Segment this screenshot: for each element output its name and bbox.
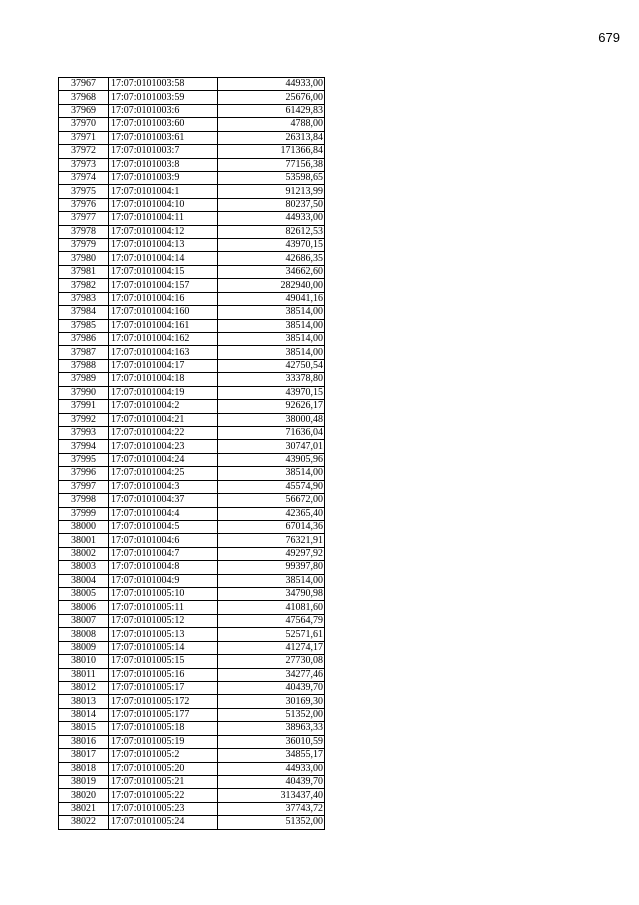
cadastral-number-cell: 17:07:0101005:17 bbox=[109, 681, 218, 694]
cadastral-number-cell: 17:07:0101004:5 bbox=[109, 520, 218, 533]
table-row bbox=[59, 265, 325, 278]
cadastral-number-cell: 17:07:0101004:25 bbox=[109, 467, 218, 480]
cadastral-number-cell: 17:07:0101005:18 bbox=[109, 722, 218, 735]
row-number-cell: 37976 bbox=[59, 198, 109, 211]
value-cell: 49297,92 bbox=[218, 547, 325, 560]
value-cell: 76321,91 bbox=[218, 534, 325, 547]
row-number-cell: 38013 bbox=[59, 695, 109, 708]
cadastral-number-cell: 17:07:0101004:13 bbox=[109, 239, 218, 252]
table-row bbox=[59, 749, 325, 762]
value-cell: 82612,53 bbox=[218, 225, 325, 238]
cadastral-number-cell: 17:07:0101005:10 bbox=[109, 588, 218, 601]
row-number-cell: 38007 bbox=[59, 614, 109, 627]
table-row bbox=[59, 91, 325, 104]
table-row bbox=[59, 252, 325, 265]
row-number-cell: 38022 bbox=[59, 816, 109, 829]
cadastral-number-cell: 17:07:0101003:8 bbox=[109, 158, 218, 171]
table-row bbox=[59, 104, 325, 117]
cadastral-number-cell: 17:07:0101005:23 bbox=[109, 802, 218, 815]
value-cell: 38963,33 bbox=[218, 722, 325, 735]
table-row bbox=[59, 78, 325, 91]
value-cell: 26313,84 bbox=[218, 131, 325, 144]
value-cell: 67014,36 bbox=[218, 520, 325, 533]
value-cell: 61429,83 bbox=[218, 104, 325, 117]
cadastral-number-cell: 17:07:0101004:157 bbox=[109, 279, 218, 292]
cadastral-number-cell: 17:07:0101004:17 bbox=[109, 359, 218, 372]
value-cell: 80237,50 bbox=[218, 198, 325, 211]
value-cell: 71636,04 bbox=[218, 426, 325, 439]
value-cell: 30169,30 bbox=[218, 695, 325, 708]
value-cell: 34790,98 bbox=[218, 588, 325, 601]
table-row bbox=[59, 118, 325, 131]
cadastral-number-cell: 17:07:0101003:58 bbox=[109, 78, 218, 91]
row-number-cell: 38012 bbox=[59, 681, 109, 694]
value-cell: 44933,00 bbox=[218, 762, 325, 775]
cadastral-number-cell: 17:07:0101004:18 bbox=[109, 373, 218, 386]
value-cell: 33378,80 bbox=[218, 373, 325, 386]
row-number-cell: 38006 bbox=[59, 601, 109, 614]
cadastral-number-cell: 17:07:0101005:19 bbox=[109, 735, 218, 748]
row-number-cell: 37970 bbox=[59, 118, 109, 131]
value-cell: 30747,01 bbox=[218, 440, 325, 453]
row-number-cell: 38018 bbox=[59, 762, 109, 775]
row-number-cell: 37988 bbox=[59, 359, 109, 372]
table-row bbox=[59, 185, 325, 198]
cadastral-number-cell: 17:07:0101003:59 bbox=[109, 91, 218, 104]
row-number-cell: 38008 bbox=[59, 628, 109, 641]
row-number-cell: 37994 bbox=[59, 440, 109, 453]
table-row bbox=[59, 816, 325, 829]
cadastral-number-cell: 17:07:0101004:11 bbox=[109, 212, 218, 225]
cadastral-number-cell: 17:07:0101005:21 bbox=[109, 775, 218, 788]
row-number-cell: 37990 bbox=[59, 386, 109, 399]
value-cell: 41274,17 bbox=[218, 641, 325, 654]
cadastral-number-cell: 17:07:0101005:11 bbox=[109, 601, 218, 614]
row-number-cell: 38004 bbox=[59, 574, 109, 587]
table-row bbox=[59, 762, 325, 775]
value-cell: 34277,46 bbox=[218, 668, 325, 681]
row-number-cell: 38005 bbox=[59, 588, 109, 601]
value-cell: 47564,79 bbox=[218, 614, 325, 627]
cadastral-value-table bbox=[58, 77, 325, 830]
table-row bbox=[59, 346, 325, 359]
table-row bbox=[59, 802, 325, 815]
value-cell: 4788,00 bbox=[218, 118, 325, 131]
value-cell: 38514,00 bbox=[218, 319, 325, 332]
table-row bbox=[59, 386, 325, 399]
table-row bbox=[59, 775, 325, 788]
cadastral-number-cell: 17:07:0101004:1 bbox=[109, 185, 218, 198]
row-number-cell: 38016 bbox=[59, 735, 109, 748]
value-cell: 34855,17 bbox=[218, 749, 325, 762]
row-number-cell: 38015 bbox=[59, 722, 109, 735]
cadastral-number-cell: 17:07:0101004:19 bbox=[109, 386, 218, 399]
cadastral-number-cell: 17:07:0101005:20 bbox=[109, 762, 218, 775]
row-number-cell: 37975 bbox=[59, 185, 109, 198]
row-number-cell: 37999 bbox=[59, 507, 109, 520]
cadastral-number-cell: 17:07:0101003:9 bbox=[109, 171, 218, 184]
cadastral-number-cell: 17:07:0101004:3 bbox=[109, 480, 218, 493]
table-row bbox=[59, 319, 325, 332]
table-row bbox=[59, 722, 325, 735]
table-row bbox=[59, 359, 325, 372]
value-cell: 42686,35 bbox=[218, 252, 325, 265]
table-row bbox=[59, 534, 325, 547]
value-cell: 51352,00 bbox=[218, 708, 325, 721]
cadastral-number-cell: 17:07:0101004:163 bbox=[109, 346, 218, 359]
table-row bbox=[59, 279, 325, 292]
cadastral-number-cell: 17:07:0101005:15 bbox=[109, 655, 218, 668]
value-cell: 49041,16 bbox=[218, 292, 325, 305]
value-cell: 45574,90 bbox=[218, 480, 325, 493]
cadastral-number-cell: 17:07:0101004:12 bbox=[109, 225, 218, 238]
row-number-cell: 37983 bbox=[59, 292, 109, 305]
table-row bbox=[59, 131, 325, 144]
cadastral-number-cell: 17:07:0101004:8 bbox=[109, 561, 218, 574]
value-cell: 42365,40 bbox=[218, 507, 325, 520]
cadastral-number-cell: 17:07:0101005:14 bbox=[109, 641, 218, 654]
table-row bbox=[59, 225, 325, 238]
table-row bbox=[59, 641, 325, 654]
row-number-cell: 37985 bbox=[59, 319, 109, 332]
value-cell: 92626,17 bbox=[218, 400, 325, 413]
row-number-cell: 37972 bbox=[59, 145, 109, 158]
cadastral-number-cell: 17:07:0101004:161 bbox=[109, 319, 218, 332]
row-number-cell: 37974 bbox=[59, 171, 109, 184]
page-number: 679 bbox=[598, 30, 620, 45]
row-number-cell: 37968 bbox=[59, 91, 109, 104]
value-cell: 43905,96 bbox=[218, 453, 325, 466]
value-cell: 37743,72 bbox=[218, 802, 325, 815]
cadastral-number-cell: 17:07:0101005:177 bbox=[109, 708, 218, 721]
row-number-cell: 37979 bbox=[59, 239, 109, 252]
row-number-cell: 37986 bbox=[59, 333, 109, 346]
table-row bbox=[59, 614, 325, 627]
value-cell: 34662,60 bbox=[218, 265, 325, 278]
value-cell: 44933,00 bbox=[218, 212, 325, 225]
table-row bbox=[59, 588, 325, 601]
table-row bbox=[59, 789, 325, 802]
value-cell: 36010,59 bbox=[218, 735, 325, 748]
table-row bbox=[59, 547, 325, 560]
value-cell: 43970,15 bbox=[218, 386, 325, 399]
value-cell: 171366,84 bbox=[218, 145, 325, 158]
cadastral-number-cell: 17:07:0101004:24 bbox=[109, 453, 218, 466]
table-row bbox=[59, 440, 325, 453]
cadastral-number-cell: 17:07:0101004:10 bbox=[109, 198, 218, 211]
cadastral-number-cell: 17:07:0101004:2 bbox=[109, 400, 218, 413]
table-row bbox=[59, 681, 325, 694]
value-cell: 282940,00 bbox=[218, 279, 325, 292]
value-cell: 38514,00 bbox=[218, 333, 325, 346]
table-row bbox=[59, 520, 325, 533]
row-number-cell: 37977 bbox=[59, 212, 109, 225]
value-cell: 40439,70 bbox=[218, 681, 325, 694]
row-number-cell: 38020 bbox=[59, 789, 109, 802]
row-number-cell: 37967 bbox=[59, 78, 109, 91]
value-cell: 38514,00 bbox=[218, 574, 325, 587]
value-cell: 27730,08 bbox=[218, 655, 325, 668]
table-row bbox=[59, 453, 325, 466]
row-number-cell: 37998 bbox=[59, 494, 109, 507]
cadastral-number-cell: 17:07:0101004:21 bbox=[109, 413, 218, 426]
row-number-cell: 37987 bbox=[59, 346, 109, 359]
cadastral-number-cell: 17:07:0101003:6 bbox=[109, 104, 218, 117]
row-number-cell: 37973 bbox=[59, 158, 109, 171]
table-row bbox=[59, 158, 325, 171]
cadastral-number-cell: 17:07:0101004:6 bbox=[109, 534, 218, 547]
table-row bbox=[59, 171, 325, 184]
cadastral-number-cell: 17:07:0101004:16 bbox=[109, 292, 218, 305]
row-number-cell: 38010 bbox=[59, 655, 109, 668]
row-number-cell: 38014 bbox=[59, 708, 109, 721]
value-cell: 25676,00 bbox=[218, 91, 325, 104]
value-cell: 38000,48 bbox=[218, 413, 325, 426]
value-cell: 53598,65 bbox=[218, 171, 325, 184]
row-number-cell: 38002 bbox=[59, 547, 109, 560]
value-cell: 43970,15 bbox=[218, 239, 325, 252]
value-cell: 52571,61 bbox=[218, 628, 325, 641]
row-number-cell: 38003 bbox=[59, 561, 109, 574]
value-cell: 56672,00 bbox=[218, 494, 325, 507]
table-row bbox=[59, 494, 325, 507]
table-row bbox=[59, 373, 325, 386]
row-number-cell: 37995 bbox=[59, 453, 109, 466]
cadastral-number-cell: 17:07:0101005:2 bbox=[109, 749, 218, 762]
row-number-cell: 37991 bbox=[59, 400, 109, 413]
cadastral-number-cell: 17:07:0101004:160 bbox=[109, 306, 218, 319]
row-number-cell: 38021 bbox=[59, 802, 109, 815]
row-number-cell: 37993 bbox=[59, 426, 109, 439]
cadastral-number-cell: 17:07:0101004:15 bbox=[109, 265, 218, 278]
row-number-cell: 37978 bbox=[59, 225, 109, 238]
cadastral-number-cell: 17:07:0101004:4 bbox=[109, 507, 218, 520]
value-cell: 38514,00 bbox=[218, 346, 325, 359]
table-row bbox=[59, 668, 325, 681]
table-row bbox=[59, 198, 325, 211]
value-cell: 51352,00 bbox=[218, 816, 325, 829]
table-row bbox=[59, 480, 325, 493]
cadastral-number-cell: 17:07:0101005:13 bbox=[109, 628, 218, 641]
value-cell: 44933,00 bbox=[218, 78, 325, 91]
cadastral-number-cell: 17:07:0101005:12 bbox=[109, 614, 218, 627]
row-number-cell: 38011 bbox=[59, 668, 109, 681]
table-body bbox=[59, 78, 325, 830]
row-number-cell: 37989 bbox=[59, 373, 109, 386]
cadastral-number-cell: 17:07:0101005:24 bbox=[109, 816, 218, 829]
row-number-cell: 38001 bbox=[59, 534, 109, 547]
row-number-cell: 37992 bbox=[59, 413, 109, 426]
cadastral-number-cell: 17:07:0101003:61 bbox=[109, 131, 218, 144]
table-row bbox=[59, 561, 325, 574]
table-row bbox=[59, 292, 325, 305]
table-row bbox=[59, 467, 325, 480]
row-number-cell: 38017 bbox=[59, 749, 109, 762]
table-row bbox=[59, 601, 325, 614]
table-row bbox=[59, 413, 325, 426]
row-number-cell: 37984 bbox=[59, 306, 109, 319]
cadastral-number-cell: 17:07:0101004:23 bbox=[109, 440, 218, 453]
row-number-cell: 37997 bbox=[59, 480, 109, 493]
cadastral-number-cell: 17:07:0101004:162 bbox=[109, 333, 218, 346]
row-number-cell: 37981 bbox=[59, 265, 109, 278]
row-number-cell: 37971 bbox=[59, 131, 109, 144]
table-row bbox=[59, 145, 325, 158]
value-cell: 40439,70 bbox=[218, 775, 325, 788]
value-cell: 99397,80 bbox=[218, 561, 325, 574]
table-row bbox=[59, 574, 325, 587]
table-row bbox=[59, 333, 325, 346]
table-row bbox=[59, 212, 325, 225]
value-cell: 41081,60 bbox=[218, 601, 325, 614]
row-number-cell: 37982 bbox=[59, 279, 109, 292]
cadastral-number-cell: 17:07:0101004:14 bbox=[109, 252, 218, 265]
value-cell: 38514,00 bbox=[218, 306, 325, 319]
table-row bbox=[59, 628, 325, 641]
value-cell: 313437,40 bbox=[218, 789, 325, 802]
cadastral-number-cell: 17:07:0101004:37 bbox=[109, 494, 218, 507]
table-row bbox=[59, 708, 325, 721]
row-number-cell: 37996 bbox=[59, 467, 109, 480]
table-row bbox=[59, 695, 325, 708]
table-row bbox=[59, 507, 325, 520]
table-row bbox=[59, 400, 325, 413]
cadastral-number-cell: 17:07:0101005:16 bbox=[109, 668, 218, 681]
cadastral-number-cell: 17:07:0101005:172 bbox=[109, 695, 218, 708]
cadastral-number-cell: 17:07:0101004:22 bbox=[109, 426, 218, 439]
table-row bbox=[59, 239, 325, 252]
table-row bbox=[59, 655, 325, 668]
cadastral-number-cell: 17:07:0101004:9 bbox=[109, 574, 218, 587]
row-number-cell: 38009 bbox=[59, 641, 109, 654]
cadastral-number-cell: 17:07:0101004:7 bbox=[109, 547, 218, 560]
row-number-cell: 37980 bbox=[59, 252, 109, 265]
row-number-cell: 38019 bbox=[59, 775, 109, 788]
cadastral-number-cell: 17:07:0101003:7 bbox=[109, 145, 218, 158]
value-cell: 91213,99 bbox=[218, 185, 325, 198]
cadastral-number-cell: 17:07:0101003:60 bbox=[109, 118, 218, 131]
value-cell: 38514,00 bbox=[218, 467, 325, 480]
row-number-cell: 38000 bbox=[59, 520, 109, 533]
table-row bbox=[59, 426, 325, 439]
row-number-cell: 37969 bbox=[59, 104, 109, 117]
value-cell: 42750,54 bbox=[218, 359, 325, 372]
table-row bbox=[59, 735, 325, 748]
cadastral-number-cell: 17:07:0101005:22 bbox=[109, 789, 218, 802]
table-row bbox=[59, 306, 325, 319]
value-cell: 77156,38 bbox=[218, 158, 325, 171]
